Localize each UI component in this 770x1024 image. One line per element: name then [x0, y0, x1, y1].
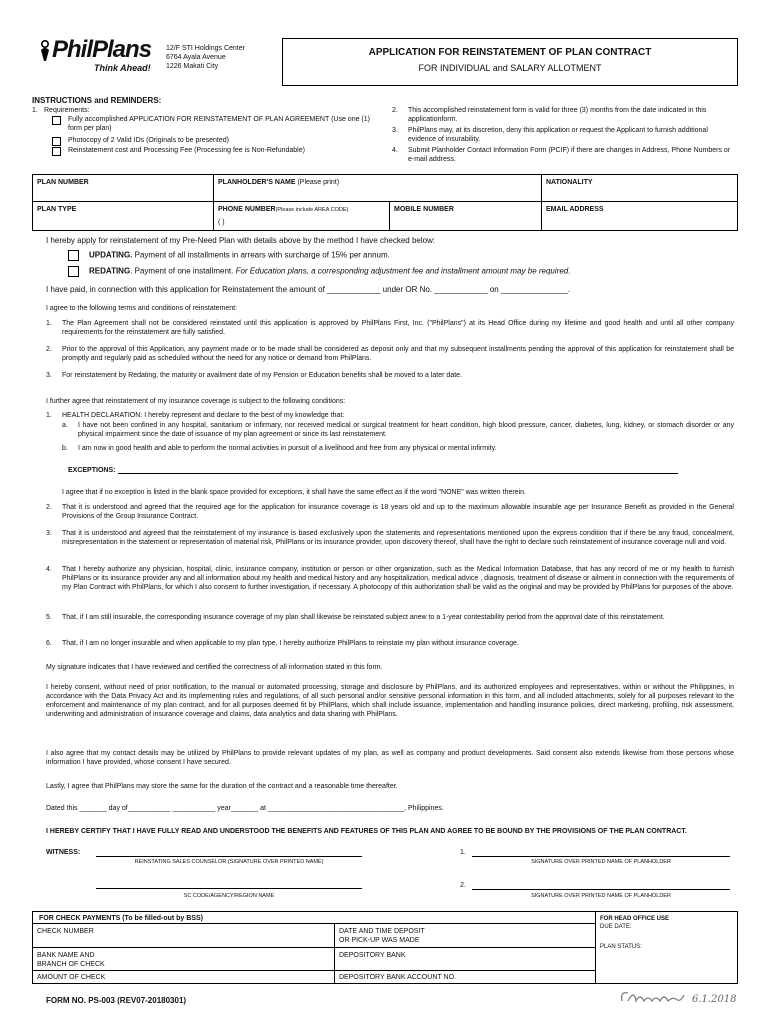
- mobile-number-field[interactable]: MOBILE NUMBER: [389, 201, 542, 231]
- planholder-signature-line-2[interactable]: [472, 889, 730, 890]
- title-box: [282, 38, 738, 86]
- plan-type-field[interactable]: PLAN TYPE: [32, 201, 214, 231]
- planholder-signature-line-1[interactable]: [472, 856, 730, 857]
- depository-bank-field[interactable]: DEPOSITORY BANK: [334, 947, 596, 971]
- updating-checkbox[interactable]: [68, 250, 79, 261]
- health-item-a: a. I have not been confined in any hospital, sanitarium or infirmary, nor received medical or surgical treatment for heart condition, high blood pressure, cancer, diabetes, lung, kidney, or stomach disorder or any physical impairment since the date of issuance of my plan agreement or since its last reinstatement.: [62, 422, 734, 438]
- planholder-caption-2: SIGNATURE OVER PRINTED NAME OF PLANHOLDER: [531, 893, 671, 899]
- requirement-checkbox[interactable]: [52, 116, 61, 125]
- witness-label: WITNESS:: [46, 849, 81, 856]
- certify-statement: I HEREBY CERTIFY THAT I HAVE FULLY READ AND UNDERSTOOD THE BENEFITS AND FEATURES OF THIS PLAN AND AGREE TO BE BOUND BY THE PROVISIONS OF THE PLAN CONTRACT.: [46, 828, 687, 835]
- term-2: 2. Prior to the approval of this Application, any payment made or to be made shall be considered as deposit only and that my subsequent installments pending the approval of this application for reinstatement shall be promptly and regularly paid as scheduled without the need for any notice or demand from PhilPlans.: [46, 346, 734, 362]
- counselor-caption: REINSTATING SALES COUNSELOR (SIGNATURE OVER PRINTED NAME): [134, 859, 324, 865]
- insurance-item-5: 5. That, if I am still insurable, the corresponding insurance coverage of my plan shall likewise be reinstated subject anew to a 1-year contestability period from the approval date of this reinstatement.: [46, 614, 665, 621]
- requirement-2: Photocopy of 2 Valid IDs (Originals to be presented): [52, 136, 382, 145]
- philplans-figure-icon: [38, 40, 52, 62]
- insurance-item-6: 6. That, if I am no longer insurable and when applicable to my plan type, I hereby authorize PhilPlans to reinstate my plan without insurance coverage.: [46, 640, 519, 647]
- form-number: FORM NO. PS-003 (REV07-20180301): [46, 996, 187, 1005]
- handwritten-signature: [618, 987, 688, 1009]
- page-title: APPLICATION FOR REINSTATEMENT OF PLAN CONTRACT: [368, 47, 652, 58]
- bank-name-field[interactable]: BANK NAME AND BRANCH OF CHECK: [32, 947, 335, 971]
- requirement-1: Fully accomplished APPLICATION FOR REINSTATEMENT OF PLAN AGREEMENT (Use one (1) form per plan): [52, 115, 382, 133]
- redating-checkbox[interactable]: [68, 266, 79, 277]
- insurance-item-3: 3. That it is understood and agreed that the reinstatement of my insurance is based exclusively upon the statements and representations mentioned upon the express condition that if there be any fraud, concealment, misrepresentation in the statement or representation of material risk, PhilPlans or its insurance provider, upon discovery thereof, shall have the right to declare such reinstatement of insurance coverage null and void.: [46, 530, 734, 546]
- requirement-checkbox[interactable]: [52, 147, 61, 156]
- amount-of-check-field[interactable]: AMOUNT OF CHECK: [32, 970, 335, 984]
- nationality-field[interactable]: NATIONALITY: [541, 174, 738, 202]
- consent-p3: I also agree that my contact details may be utilized by PhilPlans to provide relevant updates of my plan, as well as company and product developments. Said consent also extends likewise from those persons whose information I have provided, whose consent I have secured.: [46, 750, 734, 766]
- check-number-field[interactable]: CHECK NUMBER: [32, 923, 335, 948]
- apply-intro: I hereby apply for reinstatement of my Pre-Need Plan with details above by the method I have checked below:: [46, 236, 436, 245]
- option-redating: REDATING. Payment of one installment. For Education plans, a corresponding adjustment fee and installment amount may be required.: [68, 266, 570, 277]
- handwritten-date: 6.1.2018: [692, 994, 737, 1005]
- terms-intro: I agree to the following terms and conditions of reinstatement:: [46, 305, 238, 312]
- dated-line: Dated this _______ day of___________ ___________ year_______ at ___________________________________, Philippines.: [46, 805, 444, 812]
- sc-code-caption: SC CODE/AGENCY/REGION NAME: [183, 893, 275, 899]
- phone-number-field[interactable]: PHONE NUMBER(Please include AREA CODE) ( ): [213, 201, 390, 231]
- requirement-3: Reinstatement cost and Processing Fee (Processing fee is Non-Refundable): [52, 146, 382, 155]
- logo: [38, 38, 160, 78]
- term-3: 3. For reinstatement by Redating, the maturity or availment date of my Pension or Education benefits shall be moved to a later date.: [46, 372, 462, 379]
- brand-name: PhilPlans: [52, 36, 152, 63]
- requirement-checkbox[interactable]: [52, 137, 61, 146]
- sc-code-line[interactable]: [96, 888, 362, 889]
- counselor-signature-line[interactable]: [96, 856, 362, 857]
- head-office-box: FOR HEAD OFFICE USE DUE DATE: PLAN STATUS:: [595, 911, 738, 984]
- date-time-deposit-field[interactable]: DATE AND TIME DEPOSIT OR PICK-UP WAS MADE: [334, 923, 596, 948]
- exceptions-input[interactable]: [118, 473, 678, 474]
- option-updating: UPDATING. Payment of all installments in arrears with surcharge of 15% per annum.: [68, 250, 390, 261]
- paid-statement: I have paid, in connection with this application for Reinstatement the amount of ____________ under OR No. ____________ on _______________.: [46, 285, 570, 294]
- page-subtitle: FOR INDIVIDUAL and SALARY ALLOTMENT: [418, 63, 602, 73]
- insurance-item-4: 4. That I hereby authorize any physician, hospital, clinic, insurance company, institution or person or other organization, such as the Medical Information Database, that has any record of me or my health to furnish PhilPlans or its insurance provider any and all information about my health and medical history and any hospitalization, medical advice , diagnosis, treatment of disease or ailment in connection with the requirements of my Plan Contract with PhilPlans, for which I also consent to further investigation, if necessary. A photocopy of this authorization shall be valid as the original and may be provided by PhilPlans for purposes of the above.: [46, 566, 734, 591]
- consent-p4: Lastly, I agree that PhilPlans may store the same for the duration of the contract and a reasonable time thereafter.: [46, 783, 398, 790]
- plan-number-field[interactable]: PLAN NUMBER: [32, 174, 214, 202]
- planholder-name-field[interactable]: PLANHOLDER'S NAME (Please print): [213, 174, 542, 202]
- insurance-item-2: 2. That it is understood and agreed that the required age for the application for insurance coverage is 18 years old and up to the maximum allowable insurable age per Insurance Benefit as provided in the General Provisions of the Group Insurance Contract.: [46, 504, 734, 520]
- consent-p2: I hereby consent, without need of prior notification, to the manual or automated processing, storage and disclosure by PhilPlans, and its authorized employees and representatives, within or without the Philippines, in accordance with the Data Privacy Act and its implementing rules and regulations, of all such personal and/or sensitive personal information in this form, and all included attachments, solely for all purposes relevant to the enforcement and maintenance of my plan contract, and for all purposes deemed fit by PhilPlans, which shall include issuance, implementation and handling insurance policies, direct marketing, profiling, risk assessment, underwriting and administration of insurance coverage and claims, data analytics and data sharing with PhilPlans.: [46, 684, 734, 718]
- health-item-b: b. I am now in good health and able to perform the normal activities in pursuit of a livelihood and free from any physical or mental infirmity.: [62, 445, 497, 452]
- instructions-heading: INSTRUCTIONS and REMINDERS:: [32, 96, 162, 105]
- planholder-caption-1: SIGNATURE OVER PRINTED NAME OF PLANHOLDER: [531, 859, 671, 865]
- insurance-intro: I further agree that reinstatement of my insurance coverage is subject to the following conditions:: [46, 398, 346, 405]
- consent-p1: My signature indicates that I have reviewed and certified the correctness of all information stated in this form.: [46, 664, 383, 671]
- health-declaration: 1. HEALTH DECLARATION: I hereby represent and declare to the best of my knowledge that:: [46, 412, 345, 419]
- check-payments-heading: FOR CHECK PAYMENTS (To be filled-out by BSS): [32, 911, 596, 924]
- exceptions-note: I agree that if no exception is listed in the blank space provided for exceptions, it shall have the same effect as if the word "NONE" was written therein.: [62, 489, 526, 496]
- depository-account-field[interactable]: DEPOSITORY BANK ACCOUNT NO.: [334, 970, 596, 984]
- brand-tagline: Think Ahead!: [94, 63, 151, 73]
- exceptions-label: EXCEPTIONS:: [68, 467, 116, 474]
- term-1: 1. The Plan Agreement shall not be considered reinstated until this application is approved by PhilPlans First, Inc. ("PhilPlans") at its Head Office during my lifetime and good health and until all other company requirements for the reinstatement are fully satisfied.: [46, 320, 734, 336]
- company-address: 12/F STI Holdings Center 6764 Ayala Avenue 1226 Makati City: [166, 45, 245, 70]
- email-address-field[interactable]: EMAIL ADDRESS: [541, 201, 738, 231]
